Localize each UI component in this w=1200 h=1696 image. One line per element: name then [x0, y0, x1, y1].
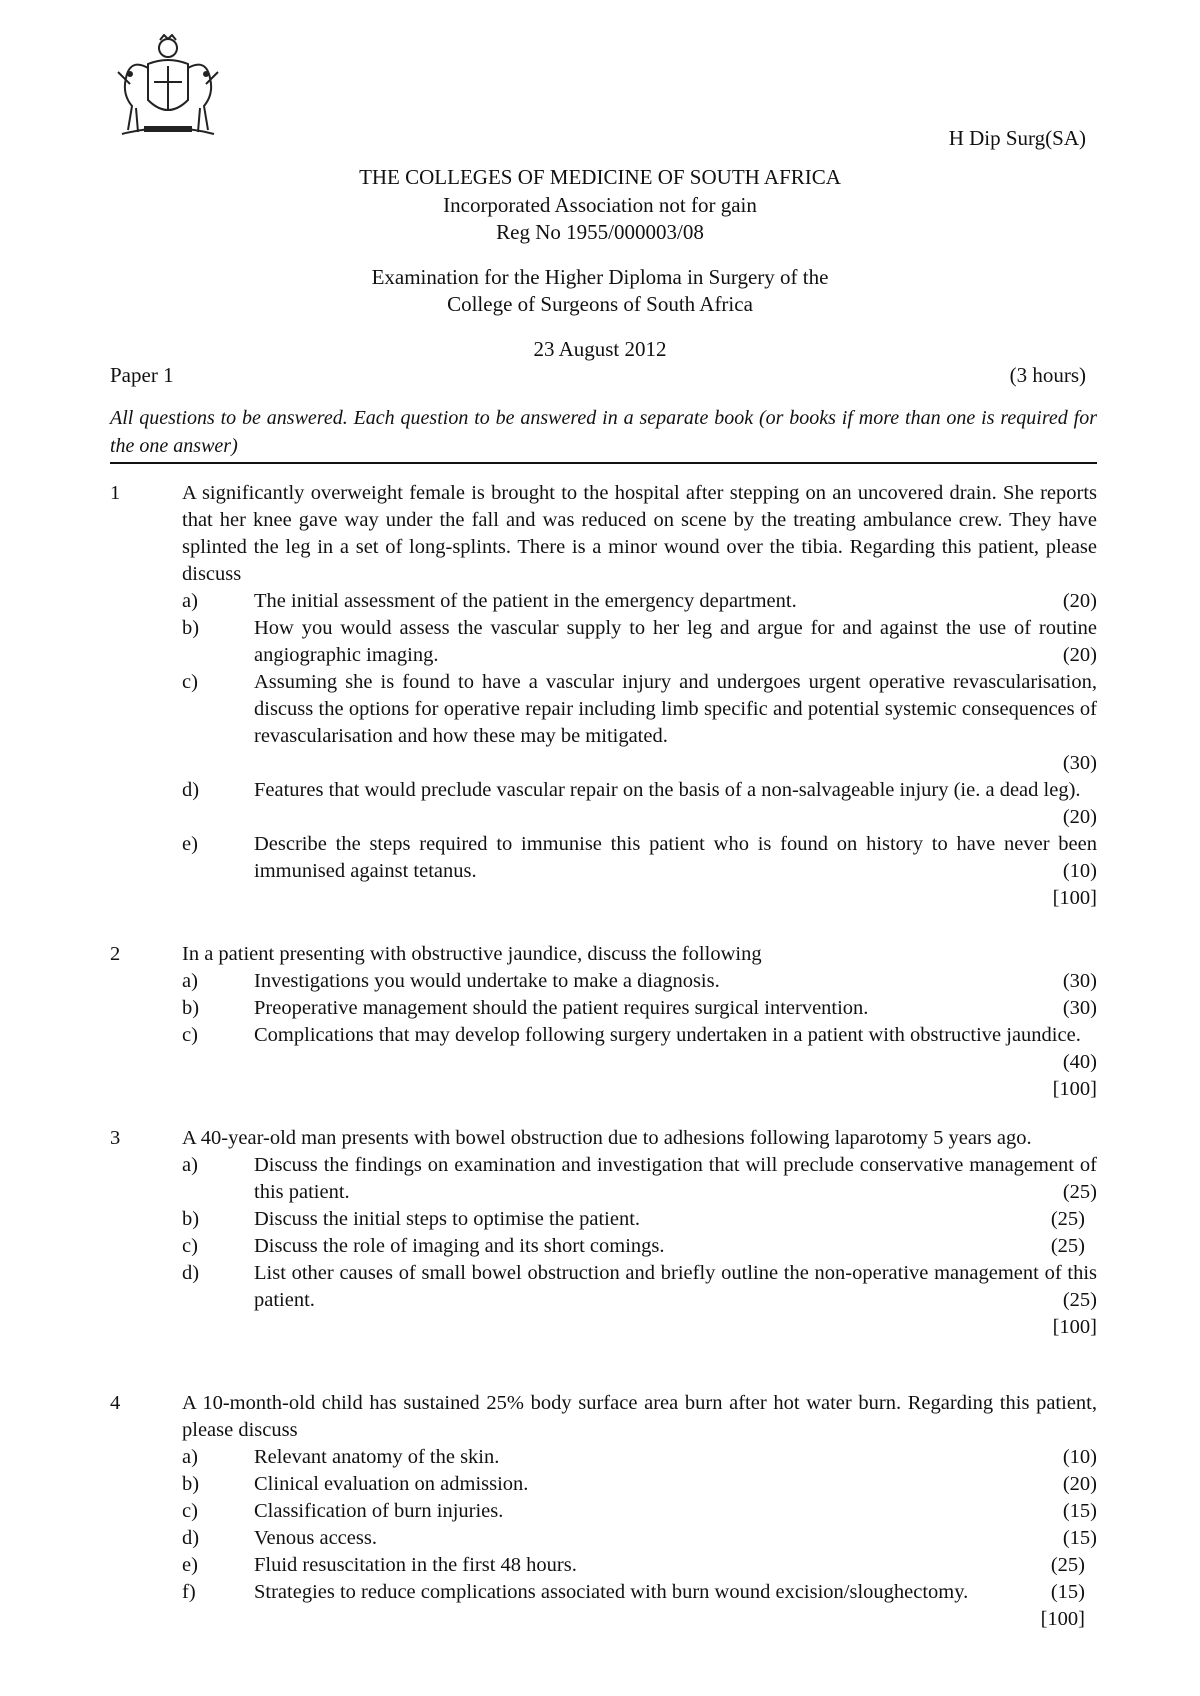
question-part	[110, 1022, 1097, 1076]
question-number: 1	[110, 482, 121, 504]
question-total: [100]	[1052, 1078, 1097, 1100]
part-marks: (25)	[1050, 1554, 1085, 1576]
part-label: b)	[182, 617, 200, 639]
paper-row	[110, 362, 1086, 389]
question-part	[110, 831, 1097, 885]
part-text: Strategies to reduce complications associated with burn wound excision/sloughectomy.	[254, 1581, 969, 1603]
question-number: 2	[110, 943, 121, 965]
paper-number: Paper 1	[110, 363, 174, 387]
part-marks: (15)	[1062, 1527, 1097, 1549]
question-number: 3	[110, 1127, 121, 1149]
question-number: 4	[110, 1392, 121, 1414]
part-marks: (30)	[1062, 997, 1097, 1019]
question-part	[110, 588, 1097, 615]
part-label: d)	[182, 779, 200, 801]
part-text: List other causes of small bowel obstruction and briefly outline the non-operative management of this patient.	[254, 1262, 1097, 1311]
exam-title-line2: College of Surgeons of South Africa	[447, 292, 753, 316]
part-label: d)	[182, 1262, 200, 1284]
part-marks: (20)	[1062, 644, 1097, 666]
question-stem: A significantly overweight female is brought to the hospital after stepping on an uncovered drain. She reports that her knee gave way under the fall and was reduced on scene by the treating ambulance crew. They have splinted the leg in a set of long-splints. There is a minor wound over the tibia. Regarding this patient, please discuss	[182, 482, 1097, 585]
question-total: [100]	[1040, 1608, 1085, 1630]
part-label: e)	[182, 1554, 198, 1576]
part-marks: (20)	[1062, 806, 1097, 828]
part-text: Discuss the initial steps to optimise the patient.	[254, 1208, 641, 1230]
question-part	[110, 1206, 1097, 1233]
question-3	[110, 1125, 1097, 1341]
question-stem: In a patient presenting with obstructive jaundice, discuss the following	[182, 943, 762, 965]
part-text: Describe the steps required to immunise this patient who is found on history to have never been immunised against tetanus.	[254, 833, 1097, 882]
part-text: Assuming she is found to have a vascular injury and undergoes urgent operative revascularisation, discuss the options for operative repair including limb specific and potential systemic consequences of revascularisation and how these may be mitigated.	[254, 671, 1097, 747]
org-name: THE COLLEGES OF MEDICINE OF SOUTH AFRICA	[359, 165, 841, 189]
part-text: Venous access.	[254, 1527, 377, 1549]
part-text: Clinical evaluation on admission.	[254, 1473, 529, 1495]
paper-duration: (3 hours)	[1009, 363, 1086, 387]
exam-date: 23 August 2012	[533, 337, 667, 361]
course-code: H Dip Surg(SA)	[948, 126, 1086, 150]
question-part	[110, 1525, 1097, 1552]
part-marks: (40)	[1062, 1051, 1097, 1073]
question-part	[110, 1552, 1097, 1579]
question-part	[110, 669, 1097, 777]
part-marks: (15)	[1050, 1581, 1085, 1603]
question-total: [100]	[1052, 1316, 1097, 1338]
part-label: c)	[182, 671, 198, 693]
question-part	[110, 1260, 1097, 1314]
part-text: Fluid resuscitation in the first 48 hours.	[254, 1554, 577, 1576]
part-marks: (30)	[1062, 970, 1097, 992]
question-total: [100]	[1052, 887, 1097, 909]
part-label: c)	[182, 1235, 198, 1257]
part-marks: (20)	[1062, 1473, 1097, 1495]
coat-of-arms-icon	[108, 34, 228, 144]
part-label: e)	[182, 833, 198, 855]
question-part	[110, 1444, 1097, 1471]
part-marks: (25)	[1050, 1235, 1085, 1257]
part-marks: (10)	[1062, 860, 1097, 882]
part-label: f)	[182, 1581, 196, 1603]
question-4	[110, 1390, 1097, 1633]
part-marks: (15)	[1062, 1500, 1097, 1522]
question-part	[110, 1233, 1097, 1260]
part-label: b)	[182, 1473, 200, 1495]
part-label: d)	[182, 1527, 200, 1549]
part-label: a)	[182, 970, 198, 992]
question-part	[110, 1152, 1097, 1206]
question-part	[110, 1471, 1097, 1498]
part-text: How you would assess the vascular supply to her leg and argue for and against the use of routine angiographic imaging.	[254, 617, 1097, 666]
part-label: c)	[182, 1024, 198, 1046]
part-text: Investigations you would undertake to make a diagnosis.	[254, 970, 720, 992]
exam-title-line1: Examination for the Higher Diploma in Surgery of the	[371, 265, 829, 289]
part-text: Preoperative management should the patient requires surgical intervention.	[254, 997, 869, 1019]
part-text: Features that would preclude vascular repair on the basis of a non-salvageable injury (ie. a dead leg).	[254, 779, 1081, 801]
part-marks: (20)	[1062, 590, 1097, 612]
part-text: Relevant anatomy of the skin.	[254, 1446, 500, 1468]
part-label: a)	[182, 1446, 198, 1468]
part-text: Classification of burn injuries.	[254, 1500, 504, 1522]
part-label: c)	[182, 1500, 198, 1522]
question-part	[110, 777, 1097, 831]
question-part	[110, 995, 1097, 1022]
question-stem: A 10-month-old child has sustained 25% body surface area burn after hot water burn. Regarding this patient, please discuss	[182, 1392, 1097, 1441]
part-marks: (25)	[1062, 1181, 1097, 1203]
org-subtitle: Incorporated Association not for gain	[443, 193, 757, 217]
question-part	[110, 1498, 1097, 1525]
question-part	[110, 968, 1097, 995]
part-marks: (25)	[1050, 1208, 1085, 1230]
part-label: b)	[182, 997, 200, 1019]
part-text: Complications that may develop following surgery undertaken in a patient with obstructive jaundice.	[254, 1024, 1081, 1046]
question-stem: A 40-year-old man presents with bowel obstruction due to adhesions following laparotomy 5 years ago.	[182, 1127, 1032, 1149]
part-label: a)	[182, 590, 198, 612]
part-marks: (10)	[1062, 1446, 1097, 1468]
part-text: Discuss the role of imaging and its short comings.	[254, 1235, 665, 1257]
part-marks: (25)	[1062, 1289, 1097, 1311]
part-text: Discuss the findings on examination and investigation that will preclude conservative management of this patient.	[254, 1154, 1097, 1203]
reg-number: Reg No 1955/000003/08	[496, 220, 704, 244]
part-text: The initial assessment of the patient in the emergency department.	[254, 590, 797, 612]
part-marks: (30)	[1062, 752, 1097, 774]
question-part	[110, 1579, 1097, 1606]
question-part	[110, 615, 1097, 669]
part-label: b)	[182, 1208, 200, 1230]
instructions: All questions to be answered. Each question to be answered in a separate book (or books if more than one is required for the one answer)	[110, 407, 1097, 457]
question-2	[110, 941, 1097, 1103]
part-label: a)	[182, 1154, 198, 1176]
header-divider	[110, 462, 1097, 464]
question-1	[110, 480, 1097, 912]
